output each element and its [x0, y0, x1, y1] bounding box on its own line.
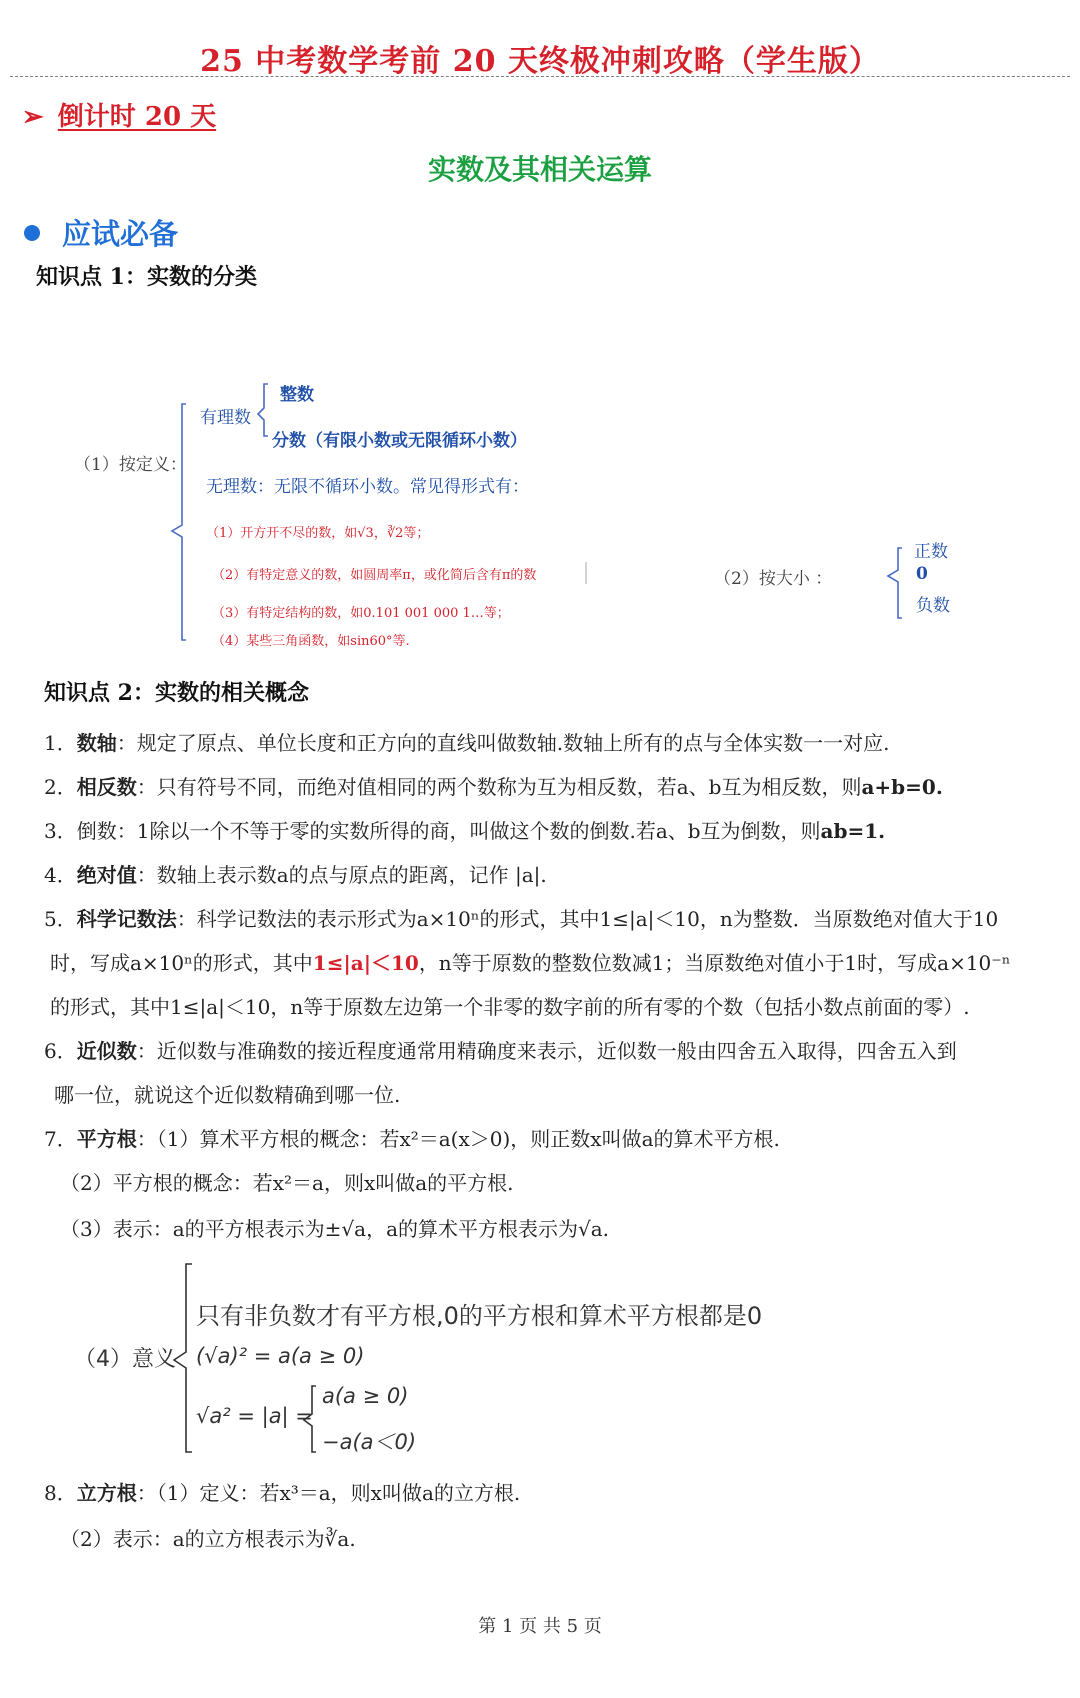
- meaning-case-neg: −a(a＜0): [322, 1430, 417, 1454]
- scientific-notation-line-2: 时，写成a×10ⁿ的形式，其中1≤|a|＜10，n等于原数的整数位数减1；当原数绝对值小于1时，写成a×10⁻ⁿ: [50, 951, 1011, 975]
- concept-number-line: 1．数轴：规定了原点、单位长度和正方向的直线叫做数轴.数轴上所有的点与全体实数一一对应.: [44, 731, 890, 755]
- arrow-icon: ➢: [22, 102, 44, 132]
- concept-approximation: 6．近似数：近似数与准确数的接近程度通常用精确度来表示，近似数一般由四舍五入取得，四舍五入到: [44, 1039, 957, 1063]
- meaning-label: （4）意义: [74, 1347, 176, 1372]
- concept-reciprocal: 3．倒数：1除以一个不等于零的实数所得的商，叫做这个数的倒数.若a、b互为倒数，则ab=1.: [44, 819, 886, 843]
- size-label: （2）按大小 ：: [714, 569, 833, 589]
- size-positive: 正数: [914, 542, 948, 562]
- countdown-label: 倒计时 20 天: [57, 102, 217, 132]
- chapter-title: 实数及其相关运算: [427, 153, 652, 186]
- meaning-rule-3: √a² = |a| =: [196, 1404, 313, 1428]
- concept-opposite: 2．相反数：只有符号不同，而绝对值相同的两个数称为互为相反数，若a、b互为相反数，则a+b=0.: [44, 775, 943, 799]
- fraction-label: 分数（有限小数或无限循环小数）: [272, 431, 527, 451]
- square-root-line-2: （2）平方根的概念：若x²＝a，则x叫做a的平方根.: [60, 1171, 514, 1195]
- approximation-line-2: 哪一位，就说这个近似数精确到哪一位.: [54, 1083, 401, 1107]
- integer-label: 整数: [280, 385, 314, 405]
- irrational-item-4: （4）某些三角函数，如sin60°等.: [212, 634, 410, 649]
- concept-cube-root: 8．立方根：（1）定义：若x³＝a，则x叫做a的立方根.: [44, 1481, 521, 1505]
- square-root-line-3: （3）表示：a的平方根表示为±√a，a的算术平方根表示为√a.: [60, 1217, 610, 1241]
- kp2-title: 知识点 2：实数的相关概念: [44, 680, 309, 706]
- irrational-label: 无理数：无限不循环小数。常见得形式有：: [206, 477, 529, 497]
- definition-label: （1）按定义：: [74, 455, 187, 475]
- size-negative: 负数: [916, 596, 950, 616]
- rational-label: 有理数: [200, 408, 251, 428]
- irrational-item-3: （3）有特定结构的数，如0.101 001 000 1…等；: [212, 606, 510, 621]
- concept-absolute-value: 4．绝对值：数轴上表示数a的点与原点的距离，记作 |a|.: [44, 863, 547, 887]
- meaning-rule-1: 只有非负数才有平方根,0的平方根和算术平方根都是0: [196, 1302, 763, 1330]
- concept-square-root: 7．平方根：（1）算术平方根的概念：若x²＝a(x＞0)，则正数x叫做a的算术平方根.: [44, 1127, 780, 1151]
- scientific-notation-line-3: 的形式，其中1≤|a|＜10，n等于原数左边第一个非零的数字前的所有零的个数（包括小数点前面的零）.: [50, 995, 970, 1019]
- concept-scientific-notation: 5．科学记数法：科学记数法的表示形式为a×10ⁿ的形式，其中1≤|a|＜10，n为整数．当原数绝对值大于10: [44, 907, 999, 931]
- document-title: 25 中考数学考前 20 天终极冲刺攻略（学生版）: [200, 44, 880, 79]
- kp1-title: 知识点 1：实数的分类: [36, 264, 257, 290]
- irrational-item-1: （1）开方开不尽的数，如√3，∛2等；: [206, 526, 430, 541]
- section-label: 应试必备: [62, 217, 179, 251]
- page-footer: 第 1 页 共 5 页: [478, 1616, 602, 1637]
- irrational-item-2: （2）有特定意义的数，如圆周率π，或化简后含有π的数: [212, 568, 537, 583]
- size-zero: 0: [916, 564, 928, 584]
- meaning-case-nonneg: a(a ≥ 0): [322, 1384, 409, 1408]
- cube-root-line-2: （2）表示：a的立方根表示为∛a.: [60, 1527, 356, 1551]
- meaning-rule-2: (√a)² = a(a ≥ 0): [196, 1344, 365, 1368]
